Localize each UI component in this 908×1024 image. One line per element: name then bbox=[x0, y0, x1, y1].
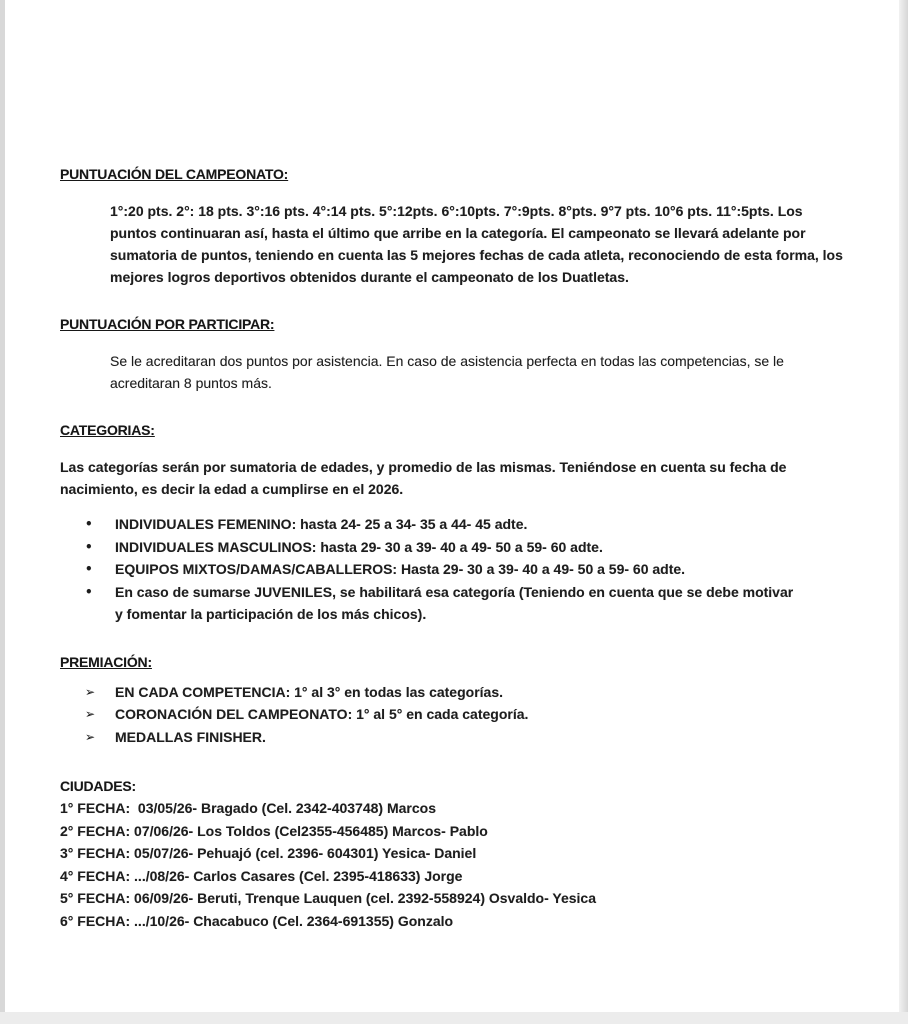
award-item bbox=[85, 726, 800, 749]
scan-edge-right bbox=[899, 0, 908, 1024]
section-premiacion bbox=[60, 651, 852, 749]
categories-heading: CATEGORIAS: bbox=[60, 422, 155, 438]
scoring-paragraph: 1°:20 pts. 2°: 18 pts. 3°:16 pts. 4°:14 pts. 5°:12pts. 6°:10pts. 7°:9pts. 8°pts. 9°7 pts. 10°6 pts. 11°:5pts. Los puntos continuaran así, hasta el último que arribe en la categoría. El campeonato se llevará adelante por sumatoria de puntos, teniendo en cuenta las 5 mejores fechas de cada atleta, reconociendo de esta forma, los mejores logros deportivos obtenidos durante el campeonato de los Duatletas. bbox=[110, 203, 843, 285]
award-item bbox=[85, 703, 800, 726]
city-date-line: 4° FECHA: .../08/26- Carlos Casares (Cel. 2395-418633) Jorge bbox=[60, 867, 463, 884]
category-bullet-item bbox=[85, 513, 800, 536]
participation-paragraph: Se le acreditaran dos puntos por asistencia. En caso de asistencia perfecta en todas las competencias, se le acreditaran 8 puntos más. bbox=[110, 353, 784, 391]
category-bullet-item bbox=[85, 581, 800, 626]
scan-edge-left bbox=[0, 0, 5, 1024]
award-item bbox=[85, 681, 800, 704]
arrow-bullet-icon: ➢ bbox=[85, 729, 96, 744]
bullet-dot-icon: • bbox=[85, 584, 93, 599]
category-bullet-text: En caso de sumarse JUVENILES, se habilitará esa categoría (Teniendo en cuenta que se debe motivar y fomentar la participación de los más chicos). bbox=[115, 583, 794, 622]
city-date-line: 2° FECHA: 07/06/26- Los Toldos (Cel2355-456485) Marcos- Pablo bbox=[60, 822, 488, 839]
bullet-dot-icon: • bbox=[85, 517, 93, 531]
section-puntuacion-campeonato bbox=[60, 163, 852, 288]
section-ciudades bbox=[60, 775, 852, 932]
document-page bbox=[60, 163, 852, 932]
award-item-text: MEDALLAS FINISHER. bbox=[115, 728, 266, 745]
category-bullet-item bbox=[85, 536, 800, 559]
city-date-line: 3° FECHA: 05/07/26- Pehuajó (cel. 2396- 604301) Yesica- Daniel bbox=[60, 845, 477, 861]
cities-heading: CIUDADES: bbox=[60, 778, 136, 794]
scan-edge-bottom bbox=[0, 1012, 908, 1024]
award-item-text: CORONACIÓN DEL CAMPEONATO: 1° al 5° en cada categoría. bbox=[115, 706, 529, 722]
section-categorias bbox=[60, 419, 852, 626]
city-date-line: 5° FECHA: 06/09/26- Beruti, Trenque Lauquen (cel. 2392-558924) Osvaldo- Yesica bbox=[60, 890, 597, 906]
category-bullet-text: EQUIPOS MIXTOS/DAMAS/CABALLEROS: Hasta 29- 30 a 39- 40 a 49- 50 a 59- 60 adte. bbox=[115, 561, 686, 577]
awards-heading: PREMIACIÓN: bbox=[60, 653, 152, 670]
city-date-line: 1° FECHA: 03/05/26- Bragado (Cel. 2342-403748) Marcos bbox=[60, 800, 436, 816]
category-bullet-text: INDIVIDUALES FEMENINO: hasta 24- 25 a 34- 35 a 44- 45 adte. bbox=[115, 516, 528, 532]
arrow-bullet-icon: ➢ bbox=[85, 684, 96, 699]
category-bullet-item bbox=[85, 558, 800, 581]
award-item-text: EN CADA COMPETENCIA: 1° al 3° en todas las categorías. bbox=[115, 683, 503, 700]
scoring-heading: PUNTUACIÓN DEL CAMPEONATO: bbox=[60, 166, 289, 182]
bullet-dot-icon: • bbox=[85, 539, 93, 554]
section-puntuacion-participar bbox=[60, 313, 852, 394]
bullet-dot-icon: • bbox=[85, 562, 93, 576]
awards-list bbox=[60, 681, 800, 749]
arrow-bullet-icon: ➢ bbox=[85, 707, 96, 721]
categories-bullet-list bbox=[60, 513, 800, 626]
city-date-line: 6° FECHA: .../10/26- Chacabuco (Cel. 2364-691355) Gonzalo bbox=[60, 912, 454, 929]
categories-intro: Las categorías serán por sumatoria de edades, y promedio de las mismas. Teniéndose en cuenta su fecha de nacimiento, es decir la edad a cumplirse en el 2026. bbox=[60, 459, 787, 497]
category-bullet-text: INDIVIDUALES MASCULINOS: hasta 29- 30 a 39- 40 a 49- 50 a 59- 60 adte. bbox=[115, 538, 603, 555]
participation-heading: PUNTUACIÓN POR PARTICIPAR: bbox=[60, 316, 275, 332]
